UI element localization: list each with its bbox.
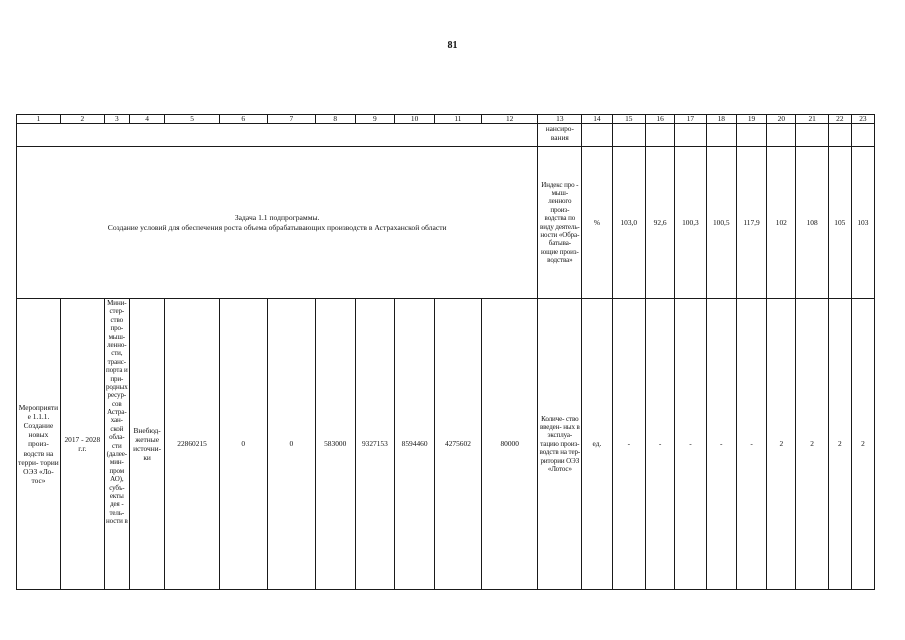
column-number-row [17,115,875,124]
activity-total: 22860215 [165,299,219,590]
activity-amount: 80000 [481,299,537,590]
task-row [17,147,875,299]
activity-value: - [646,299,675,590]
activity-value: - [675,299,706,590]
column-number: 10 [395,115,435,124]
task-value: 108 [796,147,828,299]
continuation-empty-cell [17,124,538,147]
activity-amount: 0 [219,299,267,590]
activity-executor [104,299,129,590]
page-number: 81 [447,40,458,51]
empty-cell [706,124,736,147]
column-number: 6 [219,115,267,124]
column-number: 22 [828,115,851,124]
empty-cell [828,124,851,147]
task-indicator: Индекс про - мыш- ленного произ- водства по виду деятель- ности «Обра- батыва- ющие произ- водства» [538,147,582,299]
task-value: 100,3 [675,147,706,299]
column-number: 16 [646,115,675,124]
column-number: 15 [612,115,645,124]
column-number: 8 [315,115,355,124]
empty-cell [646,124,675,147]
continuation-text: нансиро-вания [545,124,574,143]
column-number: 20 [767,115,796,124]
column-number: 12 [481,115,537,124]
task-value: 103 [851,147,874,299]
activity-indicator: Количе- ство введен- ных в эксплуа- тацию произ- водств на тер- ритории ОЭЗ «Лотос» [538,299,582,590]
activity-name: Мероприятие 1.1.1. Создание новых произ- водств на терри- тории ОЭЗ «Ло- тос» [17,299,61,590]
program-table [16,114,875,590]
activity-value: - [706,299,736,590]
task-value: 117,9 [736,147,766,299]
activity-period: 2017 - 2028 г.г. [60,299,104,590]
empty-cell [767,124,796,147]
column-number: 2 [60,115,104,124]
activity-amount: 4275602 [434,299,481,590]
activity-value: - [612,299,645,590]
activity-amount: 8594460 [395,299,435,590]
activity-amount: 9327153 [355,299,395,590]
task-title-line-1: Задача 1.1 подпрограммы. [234,213,320,223]
column-number: 4 [129,115,165,124]
activity-value: 2 [767,299,796,590]
task-value: 102 [767,147,796,299]
task-title-cell [17,147,538,299]
column-number: 18 [706,115,736,124]
empty-cell [675,124,706,147]
task-value: 103,0 [612,147,645,299]
task-value: 100,5 [706,147,736,299]
column-number: 1 [17,115,61,124]
column-number: 7 [267,115,315,124]
activity-value: 2 [796,299,828,590]
column-number: 11 [434,115,481,124]
activity-value: 2 [828,299,851,590]
column-number: 23 [851,115,874,124]
column-number: 21 [796,115,828,124]
column-number: 14 [582,115,612,124]
empty-cell [851,124,874,147]
column-number: 17 [675,115,706,124]
empty-cell [736,124,766,147]
activity-unit: ед. [582,299,612,590]
activity-value: - [736,299,766,590]
empty-cell [612,124,645,147]
empty-cell [796,124,828,147]
activity-amount: 0 [267,299,315,590]
column-number: 9 [355,115,395,124]
activity-amount: 583000 [315,299,355,590]
continuation-cell [538,124,582,147]
activity-executor-text: Мини- стер- ство про- мыш- ленно- сти, транс- порта и при- родных ресур- сов Астра- хан- ской обла- сти (далее- мин- пром АО), субъ- екты дея - тель- ности в [105,299,128,526]
column-number: 3 [104,115,129,124]
task-unit: % [582,147,612,299]
task-value: 92,6 [646,147,675,299]
task-title-line-2: Создание условий для обеспечения роста объема обрабатывающих производств в Астраханской области [107,222,447,232]
activity-value: 2 [851,299,874,590]
column-number: 13 [538,115,582,124]
empty-cell [582,124,612,147]
column-number: 5 [165,115,219,124]
continuation-row [17,124,875,147]
column-number: 19 [736,115,766,124]
activity-row [17,299,875,590]
activity-source: Внебюд- жетные источни- ки [129,299,165,590]
task-value: 105 [828,147,851,299]
